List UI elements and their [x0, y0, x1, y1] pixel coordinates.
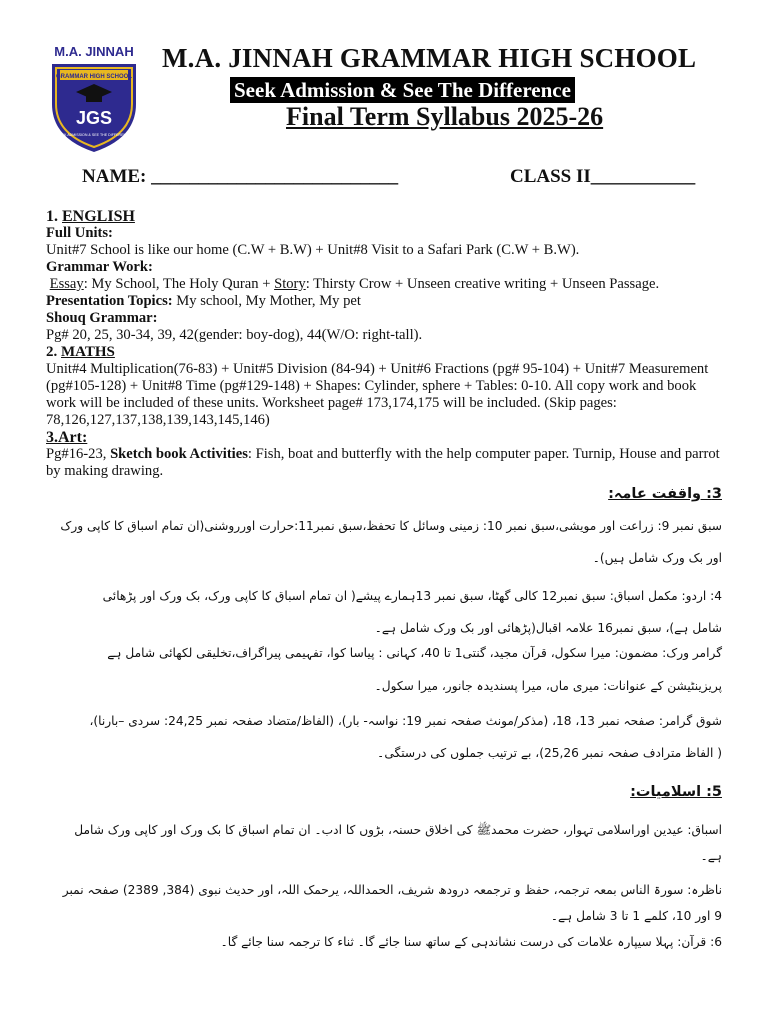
grammar-work-label: Grammar Work: [46, 259, 153, 275]
full-units-text: Unit#7 School is like our home (C.W + B.W) + Unit#8 Visit to a Safari Park (C.W + B.W). [46, 242, 580, 258]
urdu-heading-islamiat: 5: اسلامیات: [630, 784, 722, 800]
english-section-content [46, 208, 726, 480]
english-heading: 1. ENGLISH [46, 208, 135, 225]
urdu-line: 9 اور 10، کلمے 1 تا 3 شامل ہے۔ [550, 909, 722, 923]
urdu-grammar-line: گرامر ورک: مضمون: میرا سکول، قرآن مجید، گنتی1 تا 40، کہانی : پیاسا کوا، تفہیمی پیراگراف،تخلیقی لکھائی شامل ہے [107, 646, 722, 660]
art-heading: 3.Art: [46, 429, 88, 446]
maths-text: Unit#4 Multiplication(76-83) + Unit#5 Division (84-94) + Unit#6 Fractions (pg# 95-104) + Unit#7 Measurement (pg#105-128) + Unit#8 Time (pg#129-148) + Shapes: Cylinder, sphere + Tables: 0-10. All copy work and book work will be included of these units. Worksheet page# 173,174,175 will be included. (Skip pages: 78,126,127,137,138,139,143,145,146) [46, 361, 709, 428]
presentation-line: Presentation Topics: My school, My Mother, My pet [46, 293, 361, 309]
urdu-line: اور بک ورک شامل ہیں)۔ [592, 551, 722, 565]
urdu-line: اسباق: عیدین اوراسلامی تہوار، حضرت محمدﷺ کی اخلاق حسنہ، بڑوں کا ادب۔ ان تمام اسباق کا بک ورک اور کاپی ورک شامل [74, 823, 722, 837]
urdu-line: ( الفاظ مترادف صفحہ نمبر 25,26)، بے ترتیب جملوں کی درستگی۔ [377, 746, 722, 760]
logo-top-text: M.A. JINNAH [54, 44, 134, 59]
urdu-heading-urdu: 4: اردو: مکمل اسباق: سبق نمبر12 کالی گھٹا، سبق نمبر 13ہمارے پیشے( ان تمام اسباق کا کاپی ورک، بک ورک اور پڑھائی [102, 589, 722, 603]
syllabus-title: Final Term Syllabus 2025-26 [286, 102, 604, 131]
urdu-presentation-line: پریزینٹیشن کے عنوانات: میری ماں، میرا پسندیدہ جانور، میرا سکول۔ [374, 679, 722, 693]
school-tagline: Seek Admission & See The Difference [230, 77, 575, 103]
art-text: Pg#16-23, Sketch book Activities: Fish, boat and butterfly with the help computer paper. Turnip, House and parrot by making drawing. [46, 446, 720, 479]
urdu-line: ہے۔ [700, 849, 722, 863]
full-units-label: Full Units: [46, 225, 113, 241]
school-logo [46, 42, 142, 154]
shouq-grammar-label: Shouq Grammar: [46, 310, 158, 326]
urdu-line: شامل ہے)، سبق نمبر16 علامہ اقبال(پڑھائی اور بک ورک شامل ہے۔ [374, 621, 722, 635]
shouq-grammar-text: Pg# 20, 25, 30-34, 39, 42(gender: boy-dog), 44(W/O: right-tall). [46, 327, 423, 343]
urdu-heading-quran: 6: قرآن: پہلا سیپارہ علامات کی درست نشاندہی کے ساتھ سنا جائے گا۔ ثناء کا ترجمہ سنا جائے گا۔ [220, 935, 722, 949]
logo-bottom-text: SEEK ADMISSION & SEE THE DIFFERENCE [56, 133, 132, 137]
maths-heading: 2. MATHS [46, 344, 115, 360]
urdu-nazra-line: ناظرہ: سورۃ الناس بمعہ ترجمہ، حفظ و ترجمعہ درودھ شریف، الحمداللہ، یرحمک اللہ، اور حدیث نبوی (384, 2389) صفحہ نمبر [62, 883, 722, 897]
urdu-heading-general-knowledge: 3: واقفت عامہ: [608, 486, 722, 502]
essay-line: Essay: My School, The Holy Quran + Story: Thirsty Crow + Unseen creative writing + Unseen Passage. [49, 276, 660, 292]
urdu-line: سبق نمبر 9: زراعت اور مویشی،سبق نمبر 10: زمینی وسائل کا تحفظ،سبق نمبر11:حرارت اورروشنی(ان تمام اسباق کا کاپی ورک [60, 519, 722, 533]
logo-ribbon-text: GRAMMAR HIGH SCHOOL [56, 74, 132, 80]
logo-mid-text: JGS [75, 108, 113, 128]
urdu-shouq-line: شوق گرامر: صفحہ نمبر 13، 18، (مذکر/مونث صفحہ نمبر 19: نواسہ- بار)، (الفاظ/متضاد صفحہ نمبر 24,25: سردی –بارنا)، [89, 714, 722, 728]
school-name: M.A. JINNAH GRAMMAR HIGH SCHOOL [162, 43, 697, 73]
name-field: NAME: __________________________ [82, 166, 399, 187]
class-field: CLASS II___________ [510, 166, 696, 187]
